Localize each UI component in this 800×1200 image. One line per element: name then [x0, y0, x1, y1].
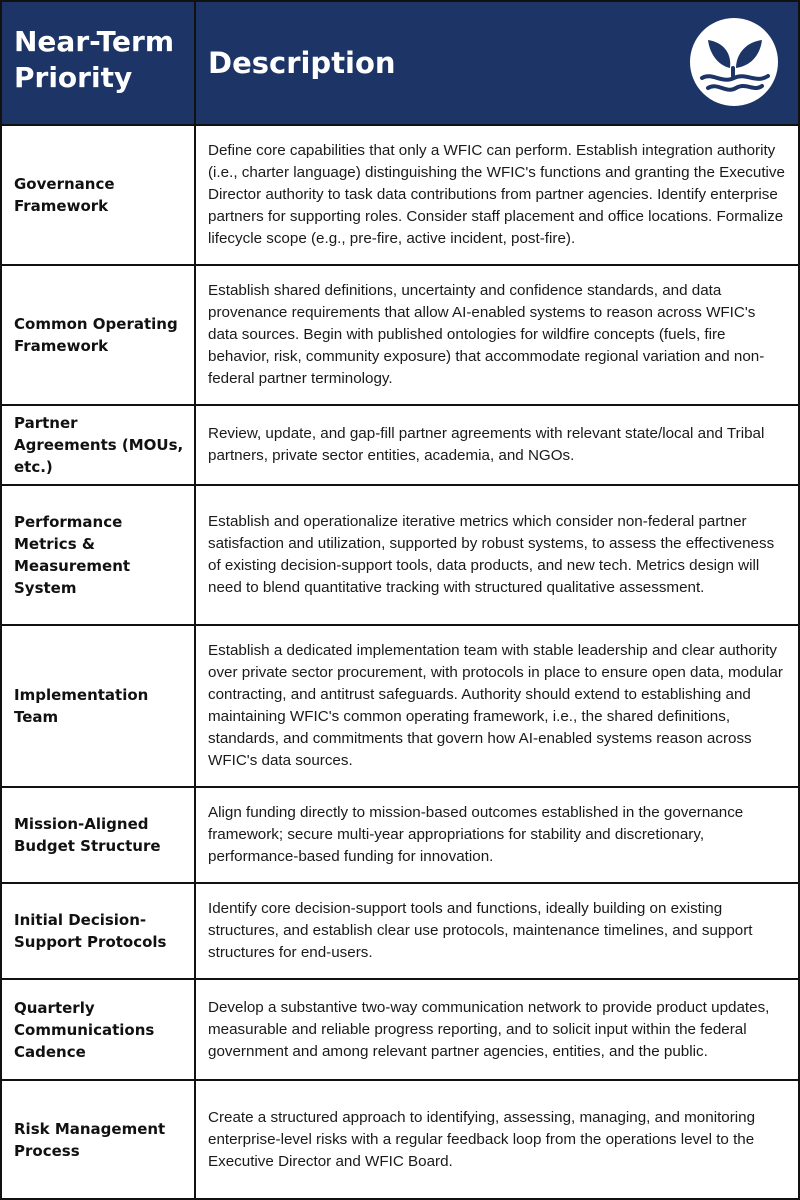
- priority-cell: Common Operating Framework: [2, 266, 196, 404]
- description-cell: Review, update, and gap-fill partner agreements with relevant state/local and Tribal partners, private sector entities, academia, and NGOs.: [208, 425, 765, 464]
- table-row: [2, 406, 798, 486]
- description-cell: Develop a substantive two-way communication network to provide product updates, measurable and reliable progress reporting, and to solicit input within the federal government and among relevant partner agencies, entities, and the public.: [208, 998, 770, 1060]
- table-row: [2, 266, 798, 406]
- table-header: [2, 2, 798, 126]
- priority-cell: Quarterly Communications Cadence: [2, 980, 196, 1079]
- header-priority: Near-Term Priority: [2, 2, 196, 124]
- description-cell: Define core capabilities that only a WFIC can perform. Establish integration authority (i.e., charter language) distinguishing the WFIC's functions and granting the Executive Director authority to task data contributions from partner agencies. Identify enterprise partners for supporting roles. Consider staff placement and office locations. Formalize lifecycle scope (e.g., pre-fire, active incident, post-fire).: [208, 142, 785, 247]
- priority-cell: Initial Decision-Support Protocols: [2, 884, 196, 978]
- table-row: [2, 788, 798, 884]
- description-cell: Establish a dedicated implementation team with stable leadership and clear authority over private sector procurement, with protocols in place to ensure open data, modular contracting, and antitrust safeguards. Authority should extend to establishing and maintaining WFIC's common operating framework, i.e., the shared definitions, standards, and commitments that govern how AI-enabled systems reason across WFIC's data sources.: [208, 642, 783, 769]
- table-row: [2, 1081, 798, 1198]
- leaf-water-icon: [690, 18, 778, 106]
- priority-cell: Mission-Aligned Budget Structure: [2, 788, 196, 882]
- description-cell: Align funding directly to mission-based outcomes established in the governance framework; secure multi-year appropriations for stability and discretionary, performance-based funding for innovation.: [208, 804, 744, 865]
- description-cell: Establish and operationalize iterative metrics which consider non-federal partner satisfaction and utilization, supported by robust systems, to assess the effectiveness of existing decision-support tools, data products, and new tech. Metrics design will need to blend quantitative tracking with structured qualitative assessment.: [208, 513, 775, 596]
- table-row: [2, 126, 798, 266]
- priority-cell: Risk Management Process: [2, 1081, 196, 1198]
- description-cell: Create a structured approach to identifying, assessing, managing, and monitoring enterprise-level risks with a regular feedback loop from the operations level to the Executive Director and WFIC Board.: [208, 1108, 756, 1170]
- priority-cell: Partner Agreements (MOUs, etc.): [2, 406, 196, 484]
- table-row: [2, 626, 798, 788]
- table-row: [2, 884, 798, 980]
- table-row: [2, 486, 798, 626]
- priority-cell: Implementation Team: [2, 626, 196, 786]
- description-cell: Identify core decision-support tools and functions, ideally building on existing structures, and establish clear use protocols, maintenance timelines, and support structures for end-users.: [208, 900, 753, 961]
- description-cell: Establish shared definitions, uncertainty and confidence standards, and data provenance requirements that allow AI-enabled systems to reason across WFIC's data sources. Begin with published ontologies for wildfire concepts (fuels, fire behavior, risk, community exposure) that accommodate regional variation and non-federal partner terminology.: [208, 282, 765, 387]
- priority-cell: Performance Metrics & Measurement System: [2, 486, 196, 624]
- header-description-cell: [196, 2, 798, 124]
- priority-cell: Governance Framework: [2, 126, 196, 264]
- header-description: Description: [208, 46, 396, 80]
- table-row: [2, 980, 798, 1081]
